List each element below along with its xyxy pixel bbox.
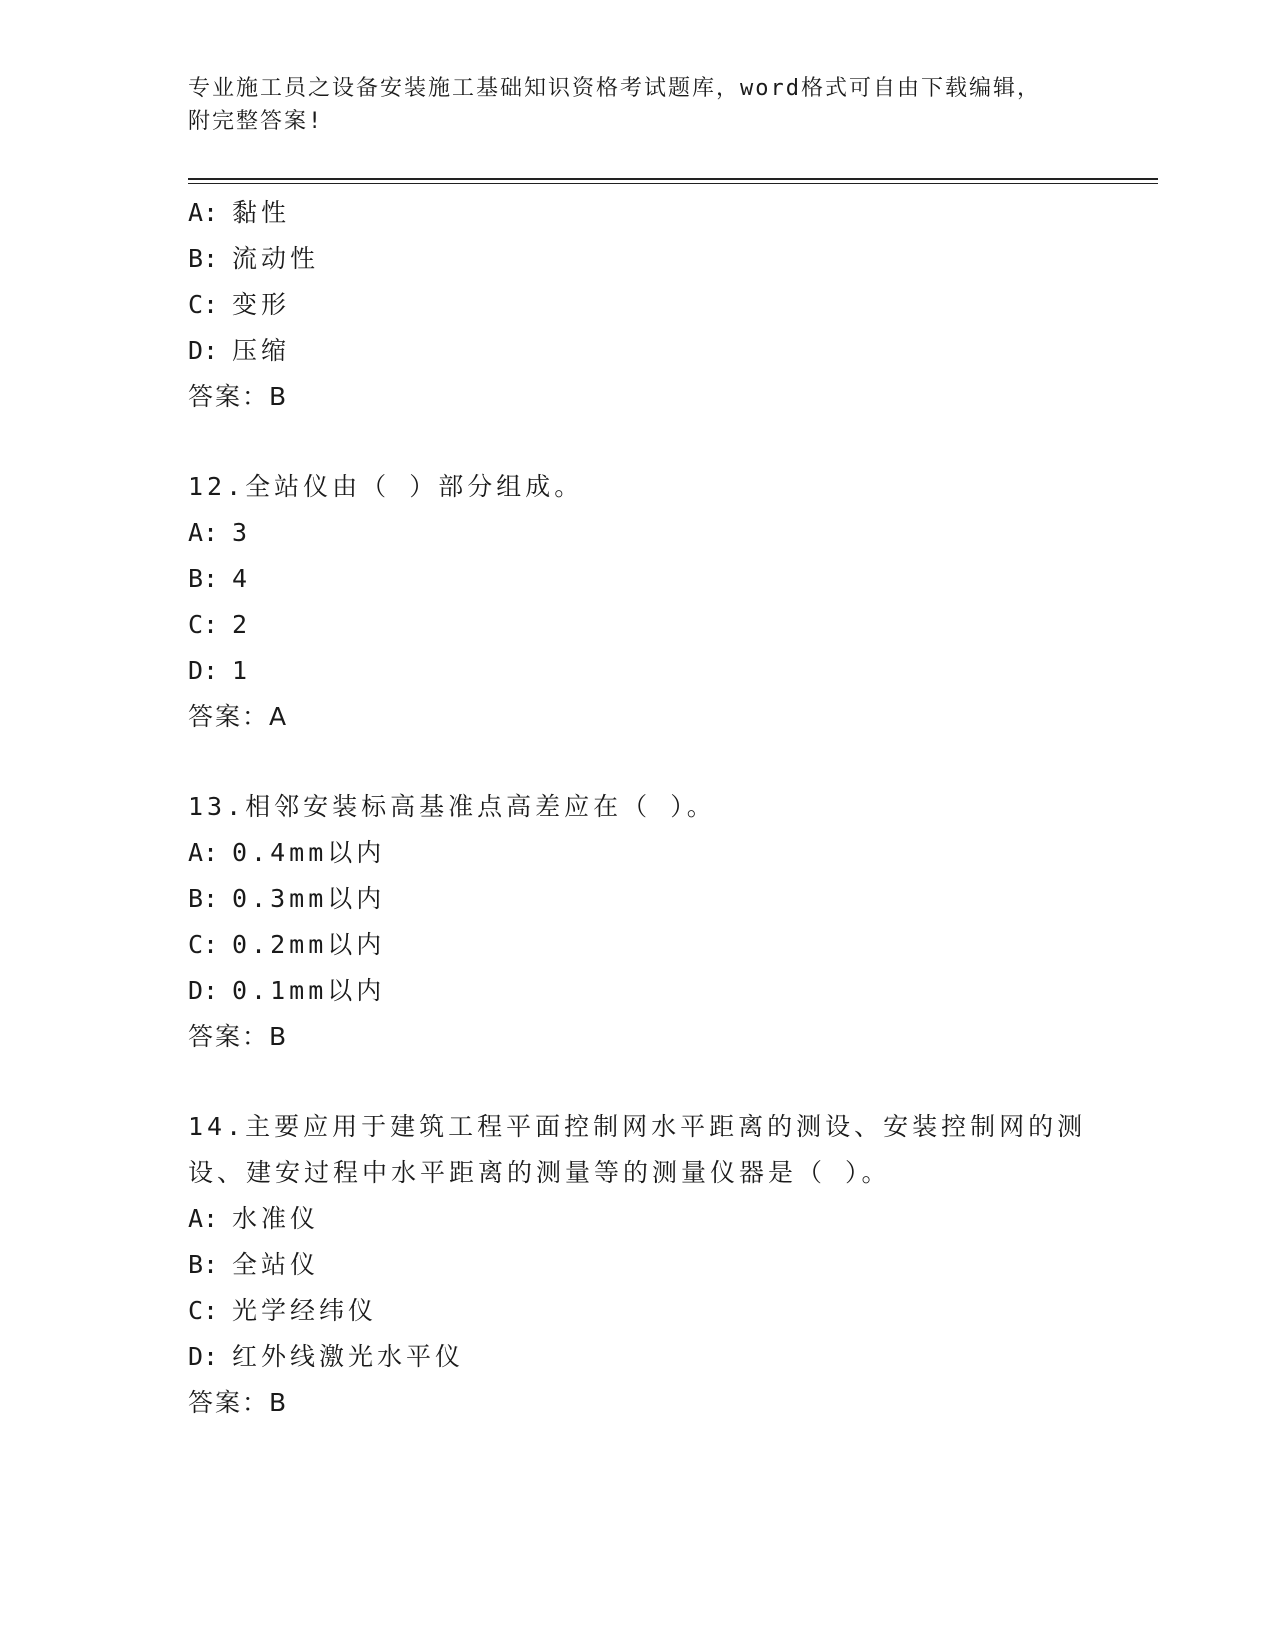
option-b	[188, 236, 1088, 282]
option-b	[188, 556, 1088, 602]
option-a	[188, 1196, 1088, 1242]
option-label: C:	[188, 1296, 219, 1325]
option-c	[188, 282, 1088, 328]
option-d	[188, 1334, 1088, 1380]
option-label: D:	[188, 1342, 219, 1371]
header-divider	[188, 178, 1158, 184]
option-text: 0.3mm以内	[232, 884, 386, 913]
option-label: A:	[188, 1204, 219, 1233]
option-text: 3	[232, 518, 252, 547]
option-text: 2	[232, 610, 252, 639]
option-label: B:	[188, 564, 219, 593]
option-label: B:	[188, 1250, 219, 1279]
option-c	[188, 602, 1088, 648]
question-text-line-1: 14.主要应用于建筑工程平面控制网水平距离的测设、安装控制网的测	[188, 1112, 1087, 1141]
option-label: C:	[188, 930, 219, 959]
question-list	[188, 190, 1088, 1426]
question-13	[188, 784, 1088, 1060]
question-text: 13.相邻安装标高基准点高差应在（ ）。	[188, 792, 716, 821]
option-a	[188, 830, 1088, 876]
option-label: A:	[188, 198, 219, 227]
spacer	[188, 1060, 1088, 1104]
option-text: 全站仪	[232, 1250, 320, 1279]
option-text: 0.2mm以内	[232, 930, 386, 959]
option-a	[188, 190, 1088, 236]
option-label: D:	[188, 656, 219, 685]
option-label: C:	[188, 610, 219, 639]
option-text: 压缩	[232, 336, 291, 365]
option-text: 黏性	[232, 198, 291, 227]
option-text: 0.4mm以内	[232, 838, 386, 867]
option-c	[188, 922, 1088, 968]
option-label: D:	[188, 336, 219, 365]
option-text: 1	[232, 656, 252, 685]
option-text: 0.1mm以内	[232, 976, 386, 1005]
question-text-line-2: 设、建安过程中水平距离的测量等的测量仪器是（ ）。	[188, 1158, 891, 1187]
option-label: C:	[188, 290, 219, 319]
option-text: 变形	[232, 290, 291, 319]
answer-line: 答案：B	[188, 1388, 289, 1417]
answer-line: 答案：A	[188, 702, 289, 731]
option-label: B:	[188, 884, 219, 913]
option-text: 红外线激光水平仪	[232, 1342, 465, 1371]
answer-line: 答案：B	[188, 1022, 289, 1051]
option-c	[188, 1288, 1088, 1334]
spacer	[188, 420, 1088, 464]
question-text: 12.全站仪由（ ）部分组成。	[188, 472, 584, 501]
option-text: 水准仪	[232, 1204, 320, 1233]
option-b	[188, 876, 1088, 922]
option-label: B:	[188, 244, 219, 273]
option-d	[188, 648, 1088, 694]
option-text: 光学经纬仪	[232, 1296, 378, 1325]
option-label: A:	[188, 518, 219, 547]
answer-line: 答案：B	[188, 382, 289, 411]
spacer	[188, 740, 1088, 784]
header-line-1: 专业施工员之设备安装施工基础知识资格考试题库，word格式可自由下载编辑，	[188, 76, 1041, 101]
header-line-2: 附完整答案!	[188, 109, 324, 134]
option-a	[188, 510, 1088, 556]
option-text: 4	[232, 564, 252, 593]
page-header	[188, 72, 1088, 138]
question-14	[188, 1104, 1088, 1426]
option-d	[188, 968, 1088, 1014]
option-text: 流动性	[232, 244, 320, 273]
question-11	[188, 190, 1088, 420]
option-b	[188, 1242, 1088, 1288]
question-12	[188, 464, 1088, 740]
option-label: D:	[188, 976, 219, 1005]
option-d	[188, 328, 1088, 374]
option-label: A:	[188, 838, 219, 867]
